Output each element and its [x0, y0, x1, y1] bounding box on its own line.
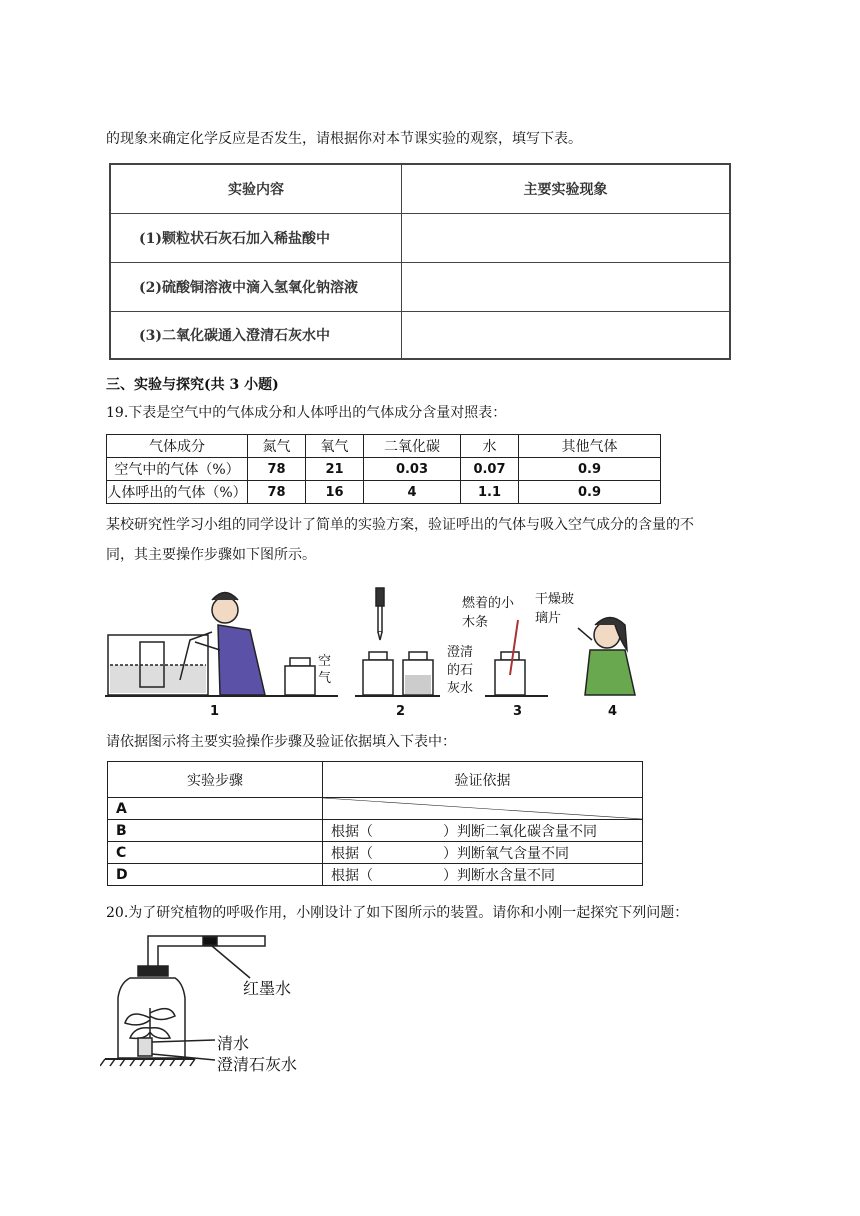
table2-cell: 21 — [306, 458, 364, 481]
intro-line: 的现象来确定化学反应是否发生，请根据你对本节课实验的观察，填写下表。 — [106, 131, 582, 147]
table1-row-2: (2)硫酸铜溶液中滴入氢氧化钠溶液 — [110, 262, 402, 311]
table3-header-basis: 验证依据 — [323, 762, 643, 798]
basis-suffix: ）判断氧气含量不同 — [443, 845, 569, 862]
table1-blank-cell[interactable] — [402, 311, 731, 359]
table3-step-letter: A — [108, 798, 323, 820]
label-burning-stick: 燃着的小木条 — [462, 596, 515, 630]
table2-header: 二氧化碳 — [364, 435, 461, 458]
section-title: 三、实验与探究(共 3 小题) — [106, 377, 279, 393]
table2-cell: 16 — [306, 481, 364, 504]
label-clear-water: 清水 — [217, 1034, 250, 1053]
table3-basis — [323, 864, 643, 886]
air-bottle — [285, 658, 315, 695]
label-dry-glass: 干燥玻璃片 — [535, 592, 575, 626]
table2-header: 气体成分 — [107, 435, 248, 458]
table2-cell: 0.07 — [461, 458, 519, 481]
table2-cell: 0.9 — [519, 458, 661, 481]
table2-row-label: 空气中的气体（%） — [107, 458, 248, 481]
respiration-apparatus — [100, 928, 340, 1078]
step-number: 2 — [396, 704, 406, 719]
table1-header-content: 实验内容 — [110, 164, 402, 213]
q19-desc-line2: 同，其主要操作步骤如下图所示。 — [106, 547, 316, 563]
step-number: 1 — [210, 704, 220, 719]
table2-cell: 78 — [248, 458, 306, 481]
table1-header-phenomenon: 主要实验现象 — [402, 164, 731, 213]
step-number: 4 — [608, 704, 618, 719]
table3-header-steps: 实验步骤 — [108, 762, 323, 798]
table2-header: 其他气体 — [519, 435, 661, 458]
observation-table — [109, 163, 731, 360]
q19-desc-line1: 某校研究性学习小组的同学设计了简单的实验方案，验证呼出的气体与吸入空气成分的含量的不 — [106, 517, 694, 533]
diagonal-line — [323, 798, 642, 819]
table2-cell: 78 — [248, 481, 306, 504]
table2-cell: 0.9 — [519, 481, 661, 504]
experiment-figure — [100, 580, 660, 725]
table2-cell: 4 — [364, 481, 461, 504]
label-limewater: 澄清石灰水 — [217, 1055, 298, 1074]
q19-fill-prompt: 请依据图示将主要实验操作步骤及验证依据填入下表中： — [106, 734, 456, 750]
label-limewater: 澄清的石灰水 — [447, 645, 474, 696]
table1-blank-cell[interactable] — [402, 262, 731, 311]
table1-blank-cell[interactable] — [402, 213, 731, 262]
table2-header: 氮气 — [248, 435, 306, 458]
label-red-ink: 红墨水 — [243, 979, 292, 998]
breathing-scene — [108, 593, 265, 696]
table3-step-letter: C — [108, 842, 323, 864]
table1-row-3: (3)二氧化碳通入澄清石灰水中 — [110, 311, 402, 359]
table2-cell: 0.03 — [364, 458, 461, 481]
table1-row-1: (1)颗粒状石灰石加入稀盐酸中 — [110, 213, 402, 262]
q19-intro: 19.下表是空气中的气体成分和人体呼出的气体成分含量对照表： — [106, 405, 507, 421]
gas-composition-table — [106, 434, 661, 504]
table3-basis-slashed — [323, 798, 643, 820]
table2-header: 氧气 — [306, 435, 364, 458]
limewater-scene — [363, 588, 433, 695]
label-air: 空气 — [318, 654, 332, 686]
table3-basis — [323, 820, 643, 842]
q20-intro: 20.为了研究植物的呼吸作用，小刚设计了如下图所示的装置。请你和小刚一起探究下列问题： — [106, 905, 689, 921]
table2-header: 水 — [461, 435, 519, 458]
girl-figure — [578, 618, 635, 696]
basis-suffix: ）判断水含量不同 — [443, 867, 555, 884]
table3-step-letter: B — [108, 820, 323, 842]
basis-prefix: 根据（ — [331, 823, 373, 840]
basis-suffix: ）判断二氧化碳含量不同 — [443, 823, 597, 840]
table3-step-letter: D — [108, 864, 323, 886]
table3-basis — [323, 842, 643, 864]
table2-cell: 1.1 — [461, 481, 519, 504]
basis-prefix: 根据（ — [331, 845, 373, 862]
steps-table — [107, 761, 643, 886]
basis-prefix: 根据（ — [331, 867, 373, 884]
step-number: 3 — [513, 704, 523, 719]
table2-row-label: 人体呼出的气体（%） — [107, 481, 248, 504]
